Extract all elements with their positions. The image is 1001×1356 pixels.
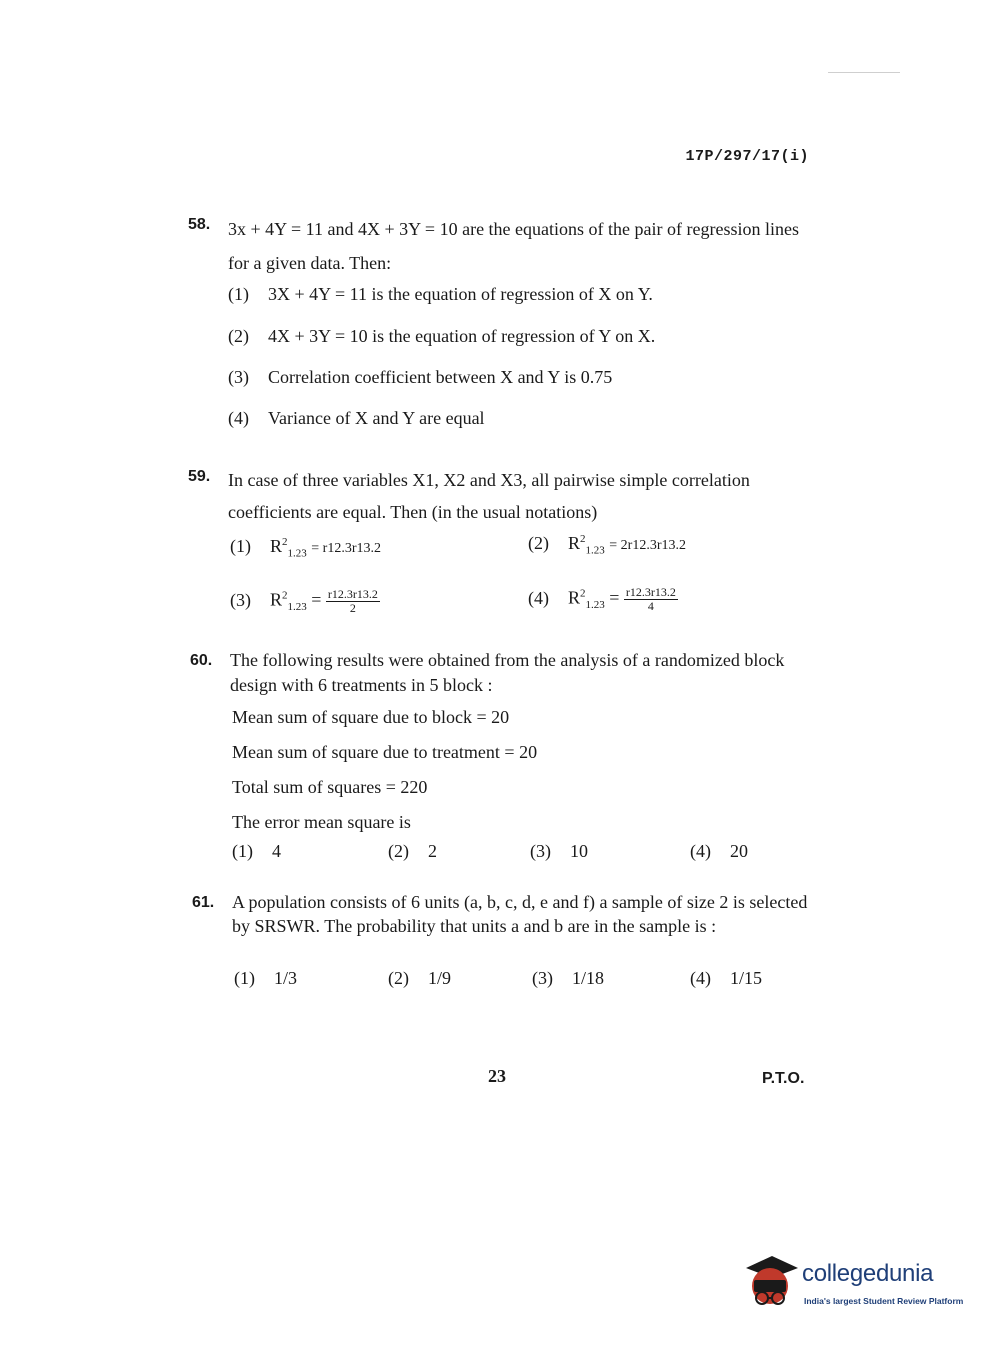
q60-option-3 xyxy=(530,841,588,862)
q58-option-3 xyxy=(228,367,612,388)
option-text: Variance of X and Y are equal xyxy=(268,408,485,428)
option-number: (3) xyxy=(532,968,553,988)
brand-name: collegedunia xyxy=(802,1260,934,1287)
q61-option-1 xyxy=(234,968,297,989)
top-rule xyxy=(828,72,900,73)
question-number: 58. xyxy=(188,216,211,233)
option-number: (4) xyxy=(690,841,711,861)
question-58 xyxy=(188,212,813,280)
option-text: 2 xyxy=(428,841,437,861)
brand-tagline: India's largest Student Review Platform xyxy=(804,1296,964,1306)
option-sub: 1.23 xyxy=(287,547,307,560)
q59-option-1 xyxy=(230,536,381,560)
option-text: 1/18 xyxy=(572,968,605,988)
q61-option-3 xyxy=(532,968,604,989)
option-lhs: R xyxy=(270,536,283,556)
option-number: (3) xyxy=(530,841,551,861)
q58-option-4 xyxy=(228,408,485,429)
question-60 xyxy=(190,648,815,698)
q59-option-2 xyxy=(528,533,686,557)
fraction xyxy=(326,588,380,615)
option-rhs: = r12.3r13.2 xyxy=(311,541,381,556)
q60-line-2: Mean sum of square due to treatment = 20 xyxy=(232,742,538,762)
option-sup: 2 xyxy=(580,533,586,545)
option-text: 1/15 xyxy=(730,968,763,988)
option-rhs: = 2r12.3r13.2 xyxy=(609,538,686,553)
q60-line-1: Mean sum of square due to block = 20 xyxy=(232,707,510,727)
paper-code: 17P/297/17(i) xyxy=(685,148,809,165)
option-sup: 2 xyxy=(580,587,586,600)
option-text: 3X + 4Y = 11 is the equation of regression of X on Y. xyxy=(268,284,653,304)
question-text: The following results were obtained from the analysis of a randomized block design with 6 treatments in 5 block : xyxy=(230,650,785,695)
page-number: 23 xyxy=(488,1066,506,1086)
question-number: 61. xyxy=(192,894,215,911)
option-number: (1) xyxy=(234,968,255,988)
option-number: (2) xyxy=(228,326,249,346)
question-number: 59. xyxy=(188,468,211,485)
option-sup: 2 xyxy=(282,536,288,548)
option-number: (1) xyxy=(228,284,249,304)
option-lhs: R xyxy=(568,587,581,608)
fraction-numerator: r12.3r13.2 xyxy=(625,585,676,599)
option-sub: 1.23 xyxy=(585,544,605,557)
q58-option-1 xyxy=(228,284,653,305)
question-number: 60. xyxy=(190,652,213,669)
q60-line-3: Total sum of squares = 220 xyxy=(232,777,428,797)
option-text: 4 xyxy=(272,841,281,861)
option-sub: 1.23 xyxy=(287,601,307,614)
option-number: (1) xyxy=(230,536,251,556)
option-text: Correlation coefficient between X and Y is 0.75 xyxy=(268,367,613,387)
q61-option-2 xyxy=(388,968,451,989)
question-text: 3x + 4Y = 11 and 4X + 3Y = 10 are the equations of the pair of regression lines for a given data. Then: xyxy=(228,219,799,273)
option-number: (2) xyxy=(388,841,409,861)
fraction-numerator: r12.3r13.2 xyxy=(327,587,378,601)
pto-label: P.T.O. xyxy=(762,1070,805,1087)
option-number: (4) xyxy=(690,968,711,988)
mascot-icon xyxy=(742,1250,800,1312)
q60-option-2 xyxy=(388,841,437,862)
q60-option-1 xyxy=(232,841,281,862)
option-lhs: R xyxy=(568,533,581,553)
option-number: (3) xyxy=(228,367,249,387)
question-text: In case of three variables X1, X2 and X3, all pairwise simple correlation coefficients are equal. Then (in the usual notations) xyxy=(228,470,750,522)
fraction-denominator: 2 xyxy=(349,601,356,615)
q61-option-4 xyxy=(690,968,762,989)
q59-option-3: (3) $R^2_{1.23}$ = $\frac{r12.3r13.2}{2}$ xyxy=(230,587,378,615)
option-sub: 1.23 xyxy=(585,599,605,612)
fraction xyxy=(624,586,678,613)
option-number: (3) xyxy=(230,589,251,610)
option-text: 20 xyxy=(730,841,748,861)
q59-option-4: (4) $R^2_{1.23}$ = $\frac{r12.3r13.2}{4}$ xyxy=(528,585,676,613)
option-number: (2) xyxy=(388,968,409,988)
option-text: 1/3 xyxy=(274,968,298,988)
option-lhs: R xyxy=(270,589,283,610)
option-number: (2) xyxy=(528,533,549,553)
fraction-denominator: 4 xyxy=(647,599,654,613)
question-text: A population consists of 6 units (a, b, c, d, e and f) a sample of size 2 is selected by SRSWR. The probability that units a and b are in the sample is : xyxy=(232,892,808,936)
question-61 xyxy=(192,890,817,938)
option-text: 10 xyxy=(570,841,588,861)
question-59 xyxy=(188,464,813,528)
option-text: 1/9 xyxy=(428,968,452,988)
collegedunia-watermark xyxy=(742,1250,972,1320)
option-number: (4) xyxy=(528,587,549,608)
option-text: 4X + 3Y = 10 is the equation of regression of Y on X. xyxy=(268,326,656,346)
option-number: (1) xyxy=(232,841,253,861)
option-sup: 2 xyxy=(282,589,288,602)
q60-line-4: The error mean square is xyxy=(232,812,411,832)
q60-option-4 xyxy=(690,841,748,862)
q58-option-2 xyxy=(228,326,655,347)
option-number: (4) xyxy=(228,408,249,428)
